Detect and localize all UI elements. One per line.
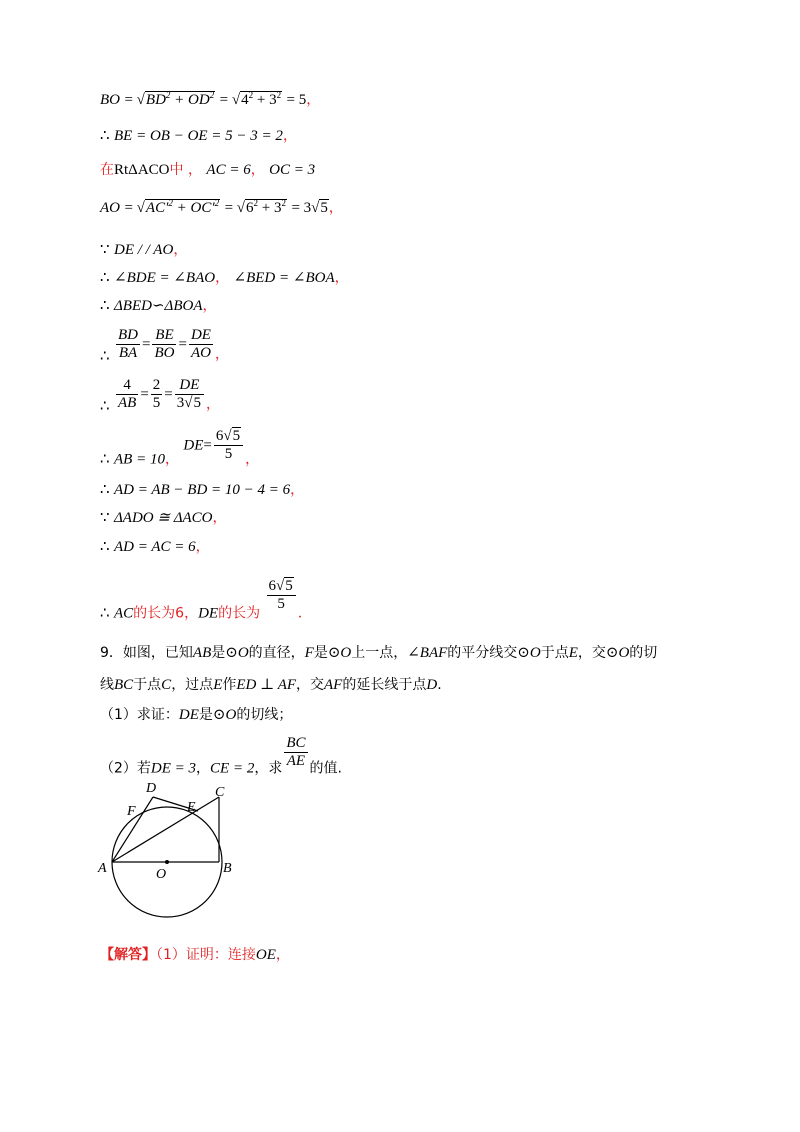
fraction-6sqrt5-5: $\frac{6√5}{5}$ (214, 428, 243, 463)
problem-9-question-1: （1）求证：DE是⊙O的切线； (100, 707, 293, 723)
fraction-conclusion: $\frac{6√5}{5}$ (267, 578, 296, 613)
solution-line-11: ∴ AD = AB − BD = 10 − 4 = 6， (100, 482, 305, 498)
fraction-be-bo: $\frac{BE}{BO}$ (154, 327, 175, 361)
solution-line-4: AO = $√AC'^2 + OC'^2 = √6^2 + 3^2 = 3√5$， (100, 198, 343, 216)
fraction-de-3sqrt5: $\frac{DE}{3√5}$ (175, 377, 204, 412)
solution-line-3: 在RtΔACO中 ， AC = 6， OC = 3 (100, 162, 316, 178)
problem-9-line-1: 9．如图，已知AB是⊙O的直径，F是⊙O上一点，∠BAF的平分线交⊙O于点E，交⊙O的切 (100, 645, 658, 661)
solution-line-12: ∵ ΔADO ≅ ΔACO， (100, 510, 227, 526)
answer-line: 【解答】（1）证明：连接OE， (100, 947, 290, 963)
fraction-bd-ba: $\frac{BD}{BA}$ (118, 327, 138, 361)
label-f: F (127, 804, 136, 819)
solution-line-5: ∵ DE / / AO， (100, 242, 188, 258)
label-e: E (187, 800, 196, 815)
label-b: B (223, 861, 232, 876)
solution-line-13: ∴ AD = AC = 6， (100, 539, 210, 555)
solution-line-1: BO = $√BD^2 + OD^2 = √4^2 + 3^2 = 5$， (100, 90, 321, 108)
sqrt-expr-1: $BD^2 + OD^2$ (145, 90, 215, 108)
fraction-4-ab: $\frac{4}{AB}$ (118, 377, 137, 411)
problem-9-question-2: （2）若DE = 3，CE = 2，求 $\frac{BC}{AE}$ 的值. (100, 735, 342, 777)
label-a: A (98, 861, 107, 876)
solution-line-10: ∴ AB = 10， DE= $\frac{6√5}{5}$ ， (100, 428, 260, 468)
fraction-bc-ae: $\frac{BC}{AE}$ (286, 735, 306, 769)
fraction-2-5: $\frac{2}{5}$ (152, 377, 161, 411)
center-point-o (165, 860, 169, 864)
solution-line-2: ∴ BE = OB − OE = 5 − 3 = 2， (100, 128, 297, 144)
label-c: C (215, 785, 225, 800)
math-bo: BO (100, 92, 120, 108)
label-o: O (156, 867, 167, 882)
solution-line-6: ∴ ∠BDE = ∠BAO， ∠BED = ∠BOA， (100, 270, 349, 286)
solution-line-9: ∴ $\frac{4}{AB}$ = $\frac{2}{5}$ = $\frac{DE}{3√5}$ ， (100, 377, 220, 415)
problem-9-line-2: 线BC于点C，过点E作ED ⊥ AF，交AF的延长线于点D. (100, 677, 442, 693)
sqrt-expr-2: $4^2 + 3^2$ (241, 90, 282, 108)
solution-line-7: ∴ ΔBED∽ΔBOA， (100, 298, 217, 314)
label-d: D (146, 781, 157, 796)
sqrt-expr-3: $AC'^2 + OC'^2$ (145, 198, 220, 216)
solution-conclusion: ∴ AC的长为6，DE的长为 $\frac{6√5}{5}$ . (100, 578, 303, 622)
sqrt-expr-4: $6^2 + 3^2$ (246, 198, 286, 216)
geometry-figure (95, 780, 245, 920)
fraction-de-ao: $\frac{DE}{AO}$ (190, 327, 211, 361)
solution-line-8: ∴ $\frac{BD}{BA}$ = $\frac{BE}{BO}$ = $\frac{DE}{AO}$ ， (100, 327, 229, 365)
